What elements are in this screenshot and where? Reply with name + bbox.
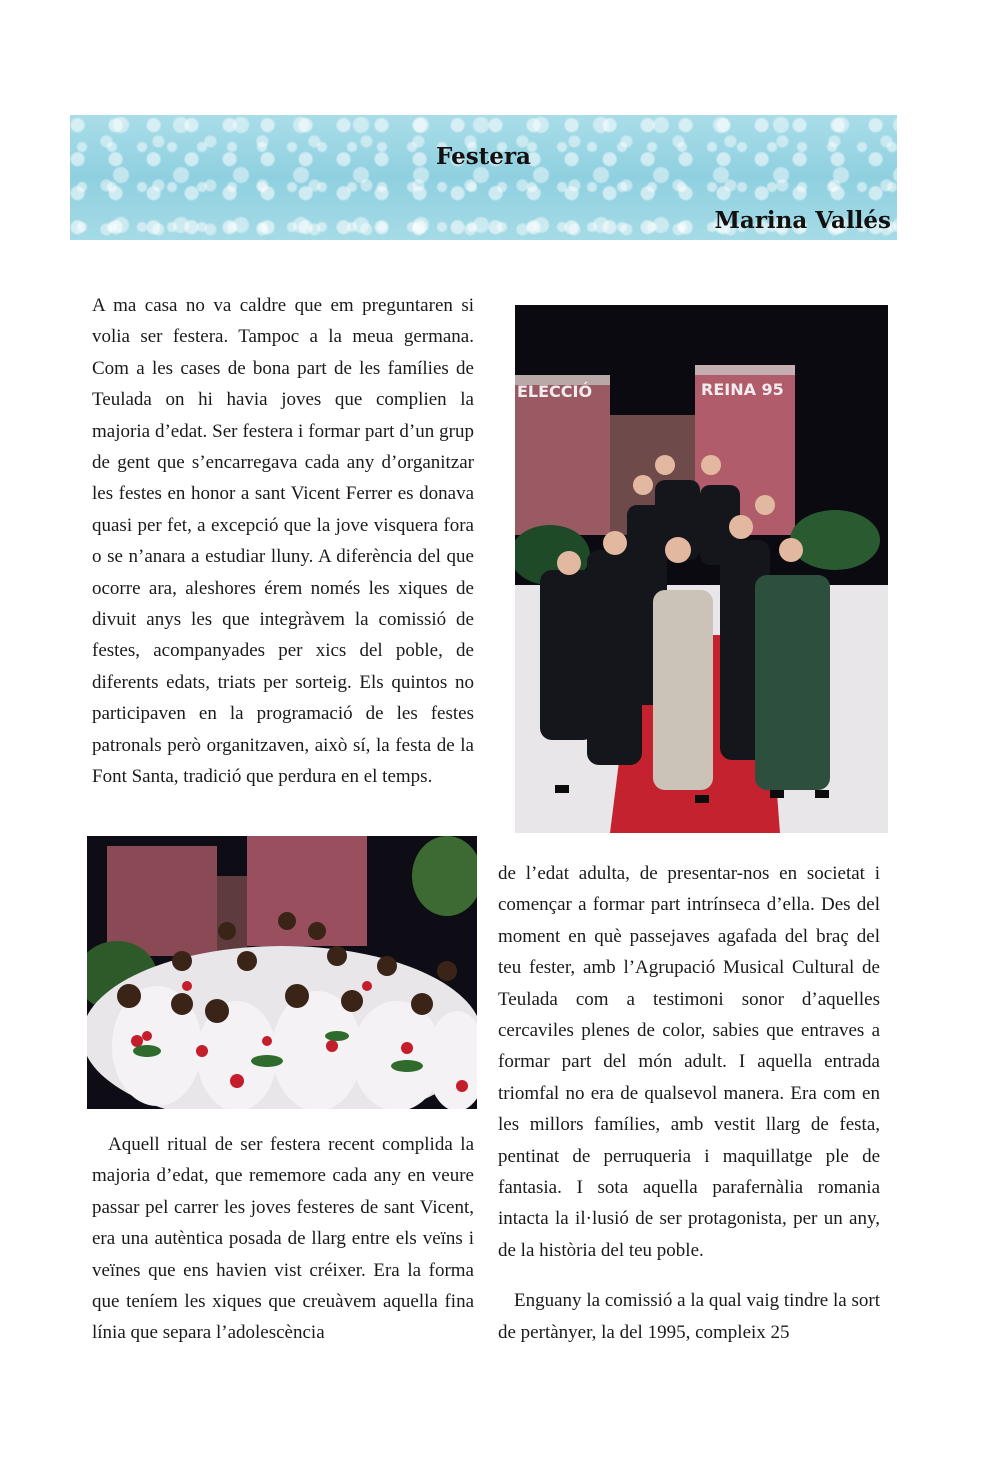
column-1-text-bottom: [92, 1129, 474, 1349]
photo-festeres-group: [87, 836, 477, 1109]
column-1-text-top: [92, 290, 474, 793]
column-2-text: [498, 858, 880, 1348]
paragraph: de l’edat adulta, de presentar-nos en societat i començar a formar part intrínseca d’ella. Des del moment en què passejaves agafada del braç del teu fester, amb l’Agrupació Musical Cultural de Teulada com a testimoni sonor d’aquelles cercaviles plenes de color, sabies que entraves a formar part del món adult. I aquella entrada triomfal no era de qualsevol manera. Era com en les millors famílies, amb vestit llarg de festa, pentinat de perruqueria i maquillatge ple de fantasia. I sota aquella parafernàlia romania intacta la il·lusió de ser protagonista, per un any, de la història del teu poble.: [498, 863, 880, 1261]
title-banner: [70, 115, 897, 240]
paragraph: Enguany la comissió a la qual vaig tindre la sort de pertànyer, la del 1995, compleix 25: [498, 1290, 880, 1343]
sign-reina-95: REINA 95: [701, 380, 784, 399]
article-title: Festera: [436, 143, 531, 170]
article-author: Marina Vallés: [714, 207, 891, 234]
paragraph: A ma casa no va caldre que em preguntaren si volia ser festera. Tampoc a la meua germana. Com a les cases de bona part de les famílies de Teulada on hi havia joves que complien la majoria d’edat. Ser festera i formar part d’un grup de gent que s’encarregava cada any d’organitzar les festes en honor a sant Vicent Ferrer es donava quasi per fet, a excepció que la jove visquera fora o se n’anara a estudiar lluny. A diferència del que ocorre ara, aleshores érem només les xiques de divuit anys les que integràvem la comissió de festes, acompanyades per xics del poble, de diferents edats, triats per sorteig. Els quintos no participaven en la programació de les festes patronals però organitzaven, això sí, la festa de la Font Santa, tradició que perdura en el temps.: [92, 295, 474, 788]
sign-eleccio: ELECCIÓ: [517, 382, 593, 401]
paragraph: Aquell ritual de ser festera recent complida la majoria d’edat, que rememore cada any en veure passar pel carrer les joves festeres de sant Vicent, era una autèntica posada de llarg entre els veïns i veïnes que ens havien vist créixer. Era la forma que teníem les xiques que creuàvem aquella fina línia que separa l’adolescència: [92, 1134, 474, 1344]
photo-festers-group: [515, 305, 888, 833]
